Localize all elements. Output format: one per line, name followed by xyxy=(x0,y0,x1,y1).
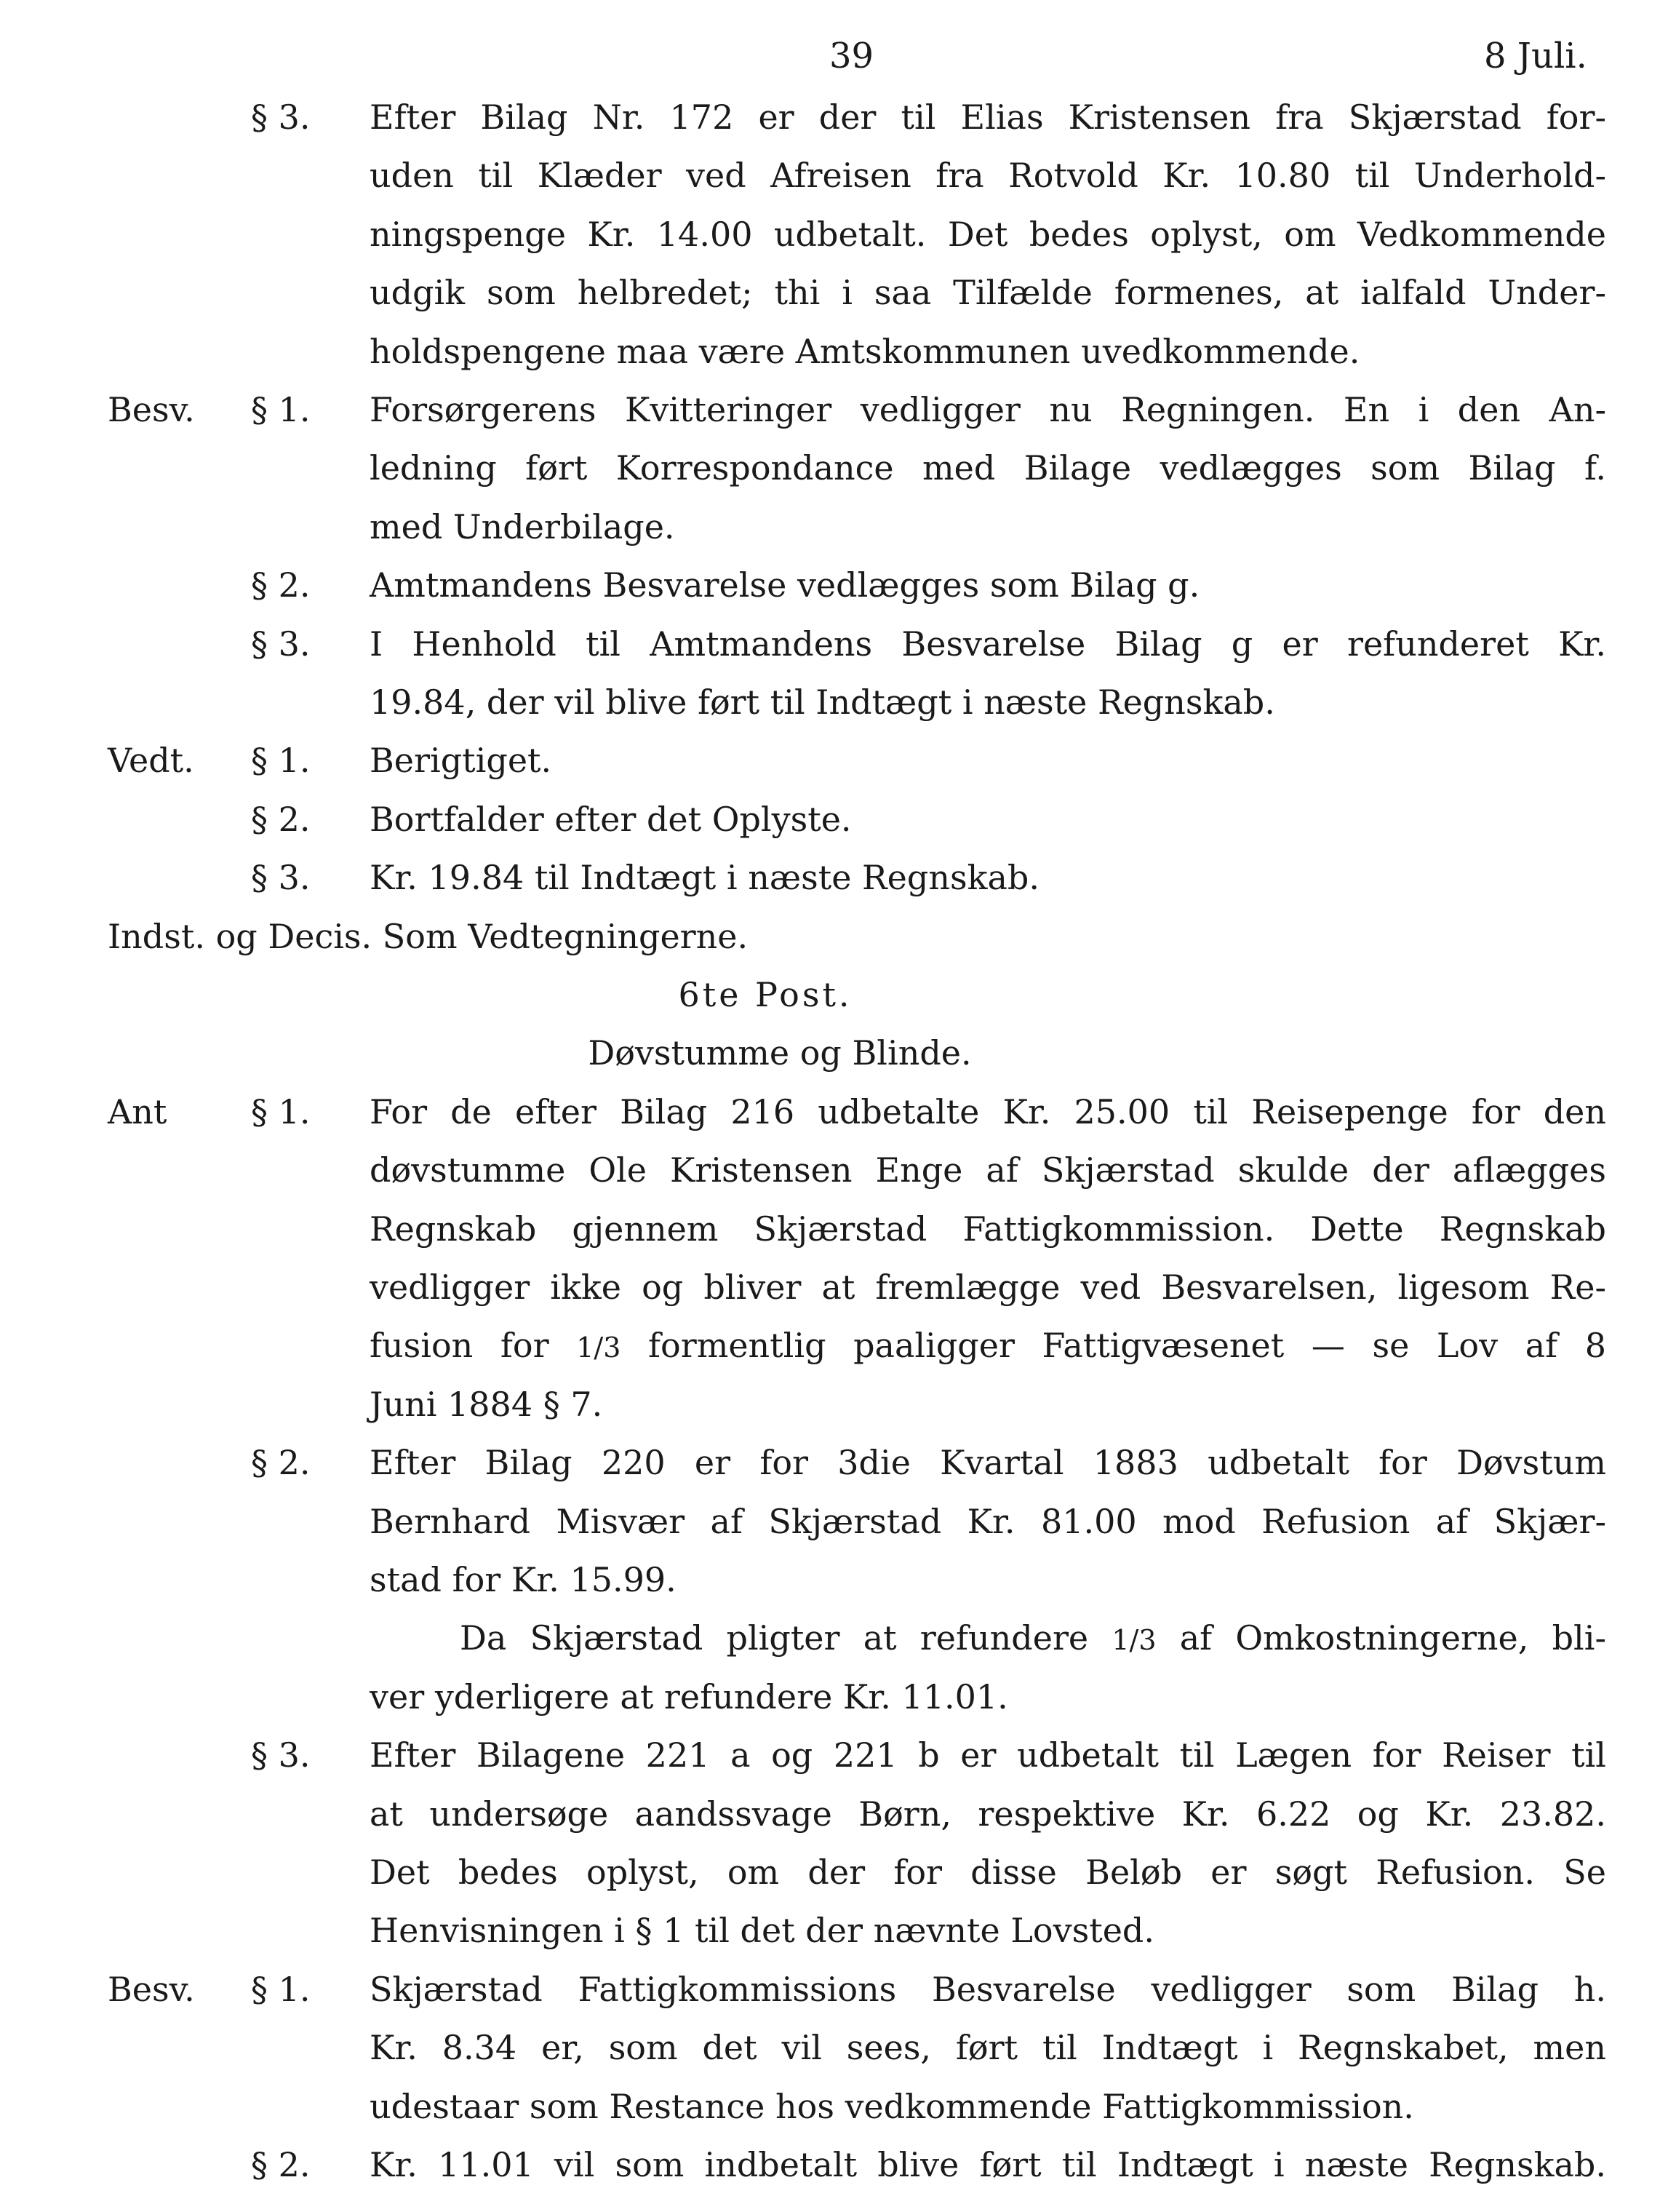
section-number: § 3. xyxy=(251,1735,311,1775)
text-line xyxy=(0,1376,1676,1433)
text-line xyxy=(0,89,1676,146)
line-text xyxy=(370,1317,1606,1376)
text-line xyxy=(0,1025,1676,1081)
section-number: § 1. xyxy=(251,1970,311,2009)
text-line xyxy=(0,381,1676,438)
line-text: vedligger ikke og bliver at fremlægge ved Besvarelsen, ligesom Re- xyxy=(370,1268,1606,1307)
section-number: § 2. xyxy=(251,1443,311,1482)
text-line xyxy=(0,2019,1676,2076)
line-text: Berigtiget. xyxy=(370,741,552,780)
line-text: udgik som helbredet; thi i saa Tilfælde formenes, at ialfald Under- xyxy=(370,273,1606,312)
line-text: Efter Bilag Nr. 172 er der til Elias Kristensen fra Skjærstad for- xyxy=(370,98,1606,137)
text-line xyxy=(0,1961,1676,2018)
text-line xyxy=(0,791,1676,848)
text-line xyxy=(0,1493,1676,1550)
decision-line: Indst. og Decis. Som Vedtegningerne. xyxy=(108,917,749,956)
line-text: Juni 1884 § 7. xyxy=(370,1385,603,1424)
line-text-part: fusion for xyxy=(370,1326,549,1365)
text-line xyxy=(0,206,1676,263)
line-text: ledning ført Korrespondance med Bilage vedlægges som Bilag f. xyxy=(370,448,1606,488)
line-text: Efter Bilag 220 er for 3die Kvartal 1883 udbetalt for Døvstum xyxy=(370,1443,1606,1482)
line-text-part: af Omkostningerne, bli- xyxy=(1179,1618,1606,1658)
text-line xyxy=(0,1434,1676,1491)
section-number: § 3. xyxy=(251,624,311,664)
text-line xyxy=(0,1259,1676,1316)
section-heading: 6te Post. xyxy=(678,975,853,1014)
line-text: For de efter Bilag 216 udbetalte Kr. 25.00 til Reisepenge for den xyxy=(370,1092,1606,1131)
margin-label: Besv. xyxy=(108,1970,195,2009)
text-line xyxy=(0,849,1676,906)
line-text: Kr. 19.84 til Indtægt i næste Regnskab. xyxy=(370,858,1039,897)
line-text xyxy=(460,1610,1606,1668)
line-text: holdspengene maa være Amtskommunen uvedkommende. xyxy=(370,332,1360,371)
section-number: § 1. xyxy=(251,390,311,429)
section-number: § 3. xyxy=(251,858,311,897)
line-text: Bortfalder efter det Oplyste. xyxy=(370,800,852,839)
text-line xyxy=(0,1142,1676,1198)
text-line xyxy=(0,1844,1676,1901)
text-line xyxy=(0,498,1676,555)
margin-label: Vedt. xyxy=(108,741,194,780)
text-line xyxy=(0,1902,1676,1959)
text-line xyxy=(0,439,1676,496)
text-line xyxy=(0,616,1676,672)
text-line xyxy=(0,147,1676,204)
line-text: Regnskab gjennem Skjærstad Fattigkommission. Dette Regnskab xyxy=(370,1209,1606,1249)
text-line xyxy=(0,1201,1676,1257)
section-number: § 3. xyxy=(251,98,311,137)
line-text: Henvisningen i § 1 til det der nævnte Lovsted. xyxy=(370,1911,1155,1950)
section-number: § 2. xyxy=(251,800,311,839)
text-line xyxy=(0,323,1676,380)
text-line xyxy=(0,264,1676,321)
page-date: 8 Juli. xyxy=(1484,36,1587,76)
line-text: Kr. 8.34 er, som det vil sees, ført til Indtægt i Regnskabet, men xyxy=(370,2028,1606,2067)
line-text: Skjærstad Fattigkommissions Besvarelse vedligger som Bilag h. xyxy=(370,1970,1606,2009)
line-text: udestaar som Restance hos vedkommende Fattigkommission. xyxy=(370,2087,1414,2126)
text-line xyxy=(0,2078,1676,2135)
line-text: uden til Klæder ved Afreisen fra Rotvold Kr. 10.80 til Underhold- xyxy=(370,156,1606,195)
page-number: 39 xyxy=(829,36,874,76)
margin-label: Besv. xyxy=(108,390,195,429)
fraction: 1/3 xyxy=(576,1332,621,1364)
line-text: døvstumme Ole Kristensen Enge af Skjærstad skulde der aflægges xyxy=(370,1150,1606,1190)
line-text: Amtmandens Besvarelse vedlægges som Bilag g. xyxy=(370,565,1200,605)
section-number: § 2. xyxy=(251,565,311,605)
text-line xyxy=(0,1668,1676,1725)
line-text: Bernhard Misvær af Skjærstad Kr. 81.00 mod Refusion af Skjær- xyxy=(370,1502,1606,1541)
line-text: med Underbilage. xyxy=(370,507,675,546)
text-line xyxy=(0,908,1676,965)
line-text-part: Da Skjærstad pligter at refundere xyxy=(460,1618,1089,1658)
text-line xyxy=(0,674,1676,731)
text-line xyxy=(0,1727,1676,1783)
line-text: 19.84, der vil blive ført til Indtægt i næste Regnskab. xyxy=(370,683,1275,722)
line-text: ningspenge Kr. 14.00 udbetalt. Det bedes oplyst, om Vedkommende xyxy=(370,215,1606,254)
section-number: § 1. xyxy=(251,1092,311,1131)
text-line xyxy=(0,966,1676,1023)
text-line xyxy=(0,1610,1676,1666)
text-line xyxy=(0,1786,1676,1842)
text-line xyxy=(0,1083,1676,1140)
line-text: I Henhold til Amtmandens Besvarelse Bilag g er refunderet Kr. xyxy=(370,624,1606,664)
text-line xyxy=(0,732,1676,789)
line-text: at undersøge aandssvage Børn, respektive Kr. 6.22 og Kr. 23.82. xyxy=(370,1794,1606,1834)
margin-label: Ant xyxy=(108,1092,167,1131)
text-line xyxy=(0,557,1676,613)
text-line xyxy=(0,1551,1676,1608)
line-text: stad for Kr. 15.99. xyxy=(370,1560,677,1599)
line-text-part: formentlig paaligger Fattigvæsenet — se Lov af 8 xyxy=(647,1326,1607,1365)
fraction: 1/3 xyxy=(1112,1624,1157,1656)
section-number: § 2. xyxy=(251,2145,311,2184)
line-text: Efter Bilagene 221 a og 221 b er udbetalt til Lægen for Reiser til xyxy=(370,1735,1606,1775)
section-subheading: Døvstumme og Blinde. xyxy=(588,1033,972,1073)
line-text: ver yderligere at refundere Kr. 11.01. xyxy=(370,1677,1008,1716)
text-line xyxy=(0,1317,1676,1374)
line-text: Det bedes oplyst, om der for disse Beløb er søgt Refusion. Se xyxy=(370,1853,1606,1892)
text-line xyxy=(0,2136,1676,2193)
line-text: Kr. 11.01 vil som indbetalt blive ført til Indtægt i næste Regnskab. xyxy=(370,2145,1606,2184)
section-number: § 1. xyxy=(251,741,311,780)
line-text: Forsørgerens Kvitteringer vedligger nu Regningen. En i den An- xyxy=(370,390,1606,429)
